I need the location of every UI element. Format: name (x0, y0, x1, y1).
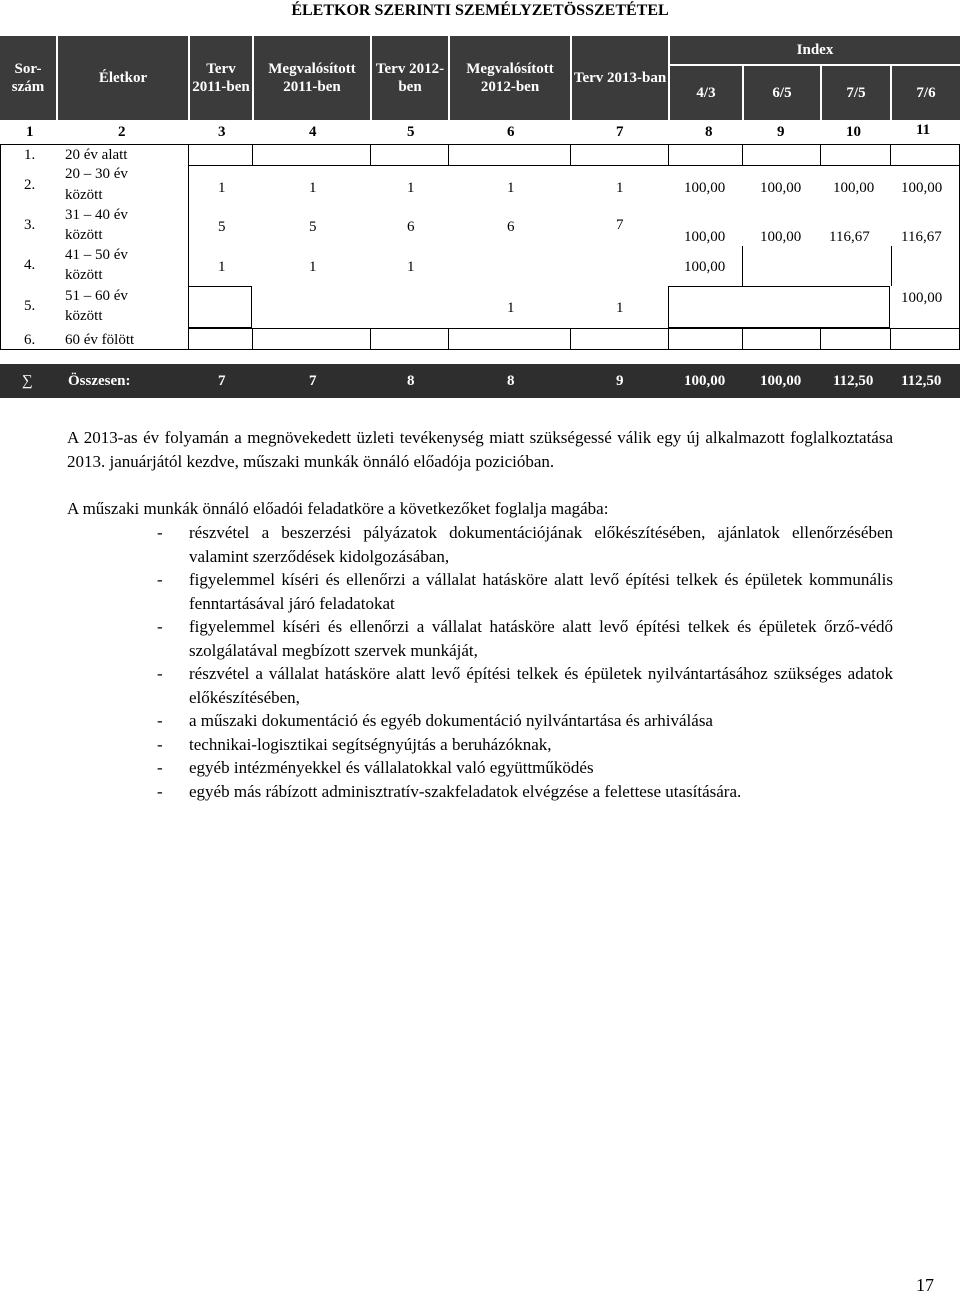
total-value: 112,50 (901, 373, 942, 389)
grid-line (252, 144, 253, 166)
grid-box (742, 246, 892, 286)
col-number: 10 (846, 124, 861, 140)
list-item: - a műszaki dokumentáció és egyéb dokumentáció nyilvántartása és arhiválása (157, 711, 713, 730)
total-label: Összesen: (68, 373, 131, 389)
grid-line (668, 328, 669, 350)
cell-value: 1 (616, 180, 624, 196)
grid-line (668, 144, 669, 166)
cell-value: 100,00 (684, 259, 726, 275)
age-label-cont: között (65, 227, 103, 243)
cell-value: 1 (407, 180, 415, 196)
cell-value: 116,67 (901, 229, 942, 245)
grid-line (820, 144, 821, 166)
sigma-icon: ∑ (22, 373, 33, 389)
total-value: 112,50 (833, 373, 874, 389)
total-value: 8 (507, 373, 515, 389)
row-number: 5. (24, 298, 36, 314)
age-label: 41 – 50 év (65, 247, 128, 263)
cell-value: 6 (507, 219, 515, 235)
list-item: - figyelemmel kíséri és ellenőrzi a vállalat hatásköre alatt levő építési telkek és épületek kommunális fenntartásával járó feladatokat (157, 570, 893, 613)
row-number: 4. (24, 257, 36, 273)
cell-value: 116,67 (829, 229, 870, 245)
age-label: 31 – 40 év (65, 207, 128, 223)
cell-value: 6 (407, 219, 415, 235)
age-label: 60 év fölött (65, 332, 135, 348)
page-title: ÉLETKOR SZERINTI SZEMÉLYZETÖSSZETÉTEL (291, 2, 669, 19)
col-number: 2 (118, 124, 126, 140)
cell-value: 1 (218, 259, 226, 275)
cell-value: 100,00 (684, 180, 726, 196)
total-value: 9 (616, 373, 624, 389)
cell-value: 100,00 (760, 229, 802, 245)
cell-value: 5 (309, 219, 317, 235)
age-label-cont: között (65, 267, 103, 283)
grid-line (370, 144, 371, 166)
header-index-7-5: 7/5 (822, 66, 890, 120)
header-index: Index (670, 36, 960, 64)
cell-value: 100,00 (901, 180, 943, 196)
total-row (0, 364, 960, 398)
grid-line (570, 328, 571, 350)
duties-list (67, 521, 893, 803)
cell-value: 1 (407, 259, 415, 275)
list-item: - egyéb más rábízott adminisztratív-szakfeladatok elvégzése a felettese utasítására. (157, 781, 742, 801)
grid-line (448, 328, 449, 350)
grid-line (252, 328, 253, 350)
col-number: 7 (616, 124, 624, 140)
cell-value: 100,00 (833, 180, 875, 196)
col-number: 6 (507, 124, 515, 140)
total-value: 100,00 (684, 373, 726, 389)
page-number: 17 (916, 1275, 934, 1295)
cell-value: 1 (309, 180, 317, 196)
row-number: 1. (24, 147, 36, 163)
grid-line (820, 328, 821, 350)
header-megv-2012: Megvalósított 2012-ben (450, 36, 570, 120)
row-number: 6. (24, 332, 36, 348)
age-label-cont: között (65, 308, 103, 324)
cell-value: 100,00 (901, 290, 943, 306)
total-value: 8 (407, 373, 415, 389)
col-number: 11 (916, 122, 931, 138)
paragraph-duties-intro: A műszaki munkák önnáló előadói feladatköre a következőket foglalja magába: (67, 499, 609, 518)
row-number: 2. (24, 177, 36, 193)
col-number: 1 (26, 124, 34, 140)
column-number-row (0, 122, 960, 144)
total-value: 7 (309, 373, 317, 389)
grid-line (370, 328, 371, 350)
total-value: 100,00 (760, 373, 802, 389)
cell-value: 1 (218, 180, 226, 196)
age-label: 20 – 30 év (65, 166, 128, 182)
header-index-7-6: 7/6 (892, 66, 960, 120)
grid-box (668, 286, 890, 328)
header-terv-2012: Terv 2012-ben (372, 36, 448, 120)
list-item: - részvétel a vállalat hatásköre alatt levő építési telkek és épületek nyilvántartásához szükséges adatok előkészítésében, (157, 664, 893, 707)
header-megv-2011: Megvalósított 2011-ben (254, 36, 370, 120)
header-index-4-3: 4/3 (670, 66, 742, 120)
header-terv-2013: Terv 2013-ban (572, 36, 668, 120)
cell-value: 100,00 (760, 180, 802, 196)
grid-line (188, 328, 960, 350)
age-label: 51 – 60 év (65, 288, 128, 304)
list-item: - figyelemmel kíséri és ellenőrzi a vállalat hatásköre alatt levő építési telkek és épületek őrző-védő szolgálatával megbízott szervek munkáját, (157, 617, 893, 660)
grid-line (890, 328, 891, 350)
paragraph-intro: A 2013-as év folyamán a megnövekedett üzleti tevékenység miatt szükségessé válik egy új alkalmazott foglalkoztatása 2013. januárjától kezdve, műszaki munkák önnáló előadója pozicióban. (67, 428, 893, 471)
cell-value: 1 (507, 300, 515, 316)
grid-line (570, 144, 571, 166)
cell-value: 5 (218, 219, 226, 235)
grid-line (742, 328, 743, 350)
cell-value: 1 (309, 259, 317, 275)
header-sorszam: Sor-szám (0, 36, 56, 120)
header-index-6-5: 6/5 (744, 66, 820, 120)
cell-value: 7 (616, 217, 624, 233)
header-eletkor: Életkor (58, 36, 188, 120)
list-item: - technikai-logisztikai segítségnyújtás a beruházóknak, (157, 734, 552, 754)
grid-line (742, 144, 743, 166)
grid-line (188, 144, 960, 166)
grid-line (890, 144, 891, 166)
total-value: 7 (218, 373, 226, 389)
cell-value: 100,00 (684, 229, 726, 245)
cell-value: 1 (616, 300, 624, 316)
col-number: 5 (407, 124, 415, 140)
cell-value: 1 (507, 180, 515, 196)
grid-line (448, 144, 449, 166)
list-item: - részvétel a beszerzési pályázatok dokumentációjának előkészítésében, ajánlatok ellenőrzésében valamint szerződések kidolgozásában, (157, 523, 893, 566)
age-label-cont: között (65, 187, 103, 203)
grid-box (188, 286, 252, 328)
col-number: 4 (309, 124, 317, 140)
col-number: 8 (705, 124, 713, 140)
header-terv-2011: Terv 2011-ben (190, 36, 252, 120)
age-label: 20 év alatt (65, 147, 128, 163)
row-number: 3. (24, 217, 36, 233)
col-number: 3 (218, 124, 226, 140)
col-number: 9 (777, 124, 785, 140)
list-item: - egyéb intézményekkel és vállalatokkal való együttműködés (157, 758, 594, 777)
